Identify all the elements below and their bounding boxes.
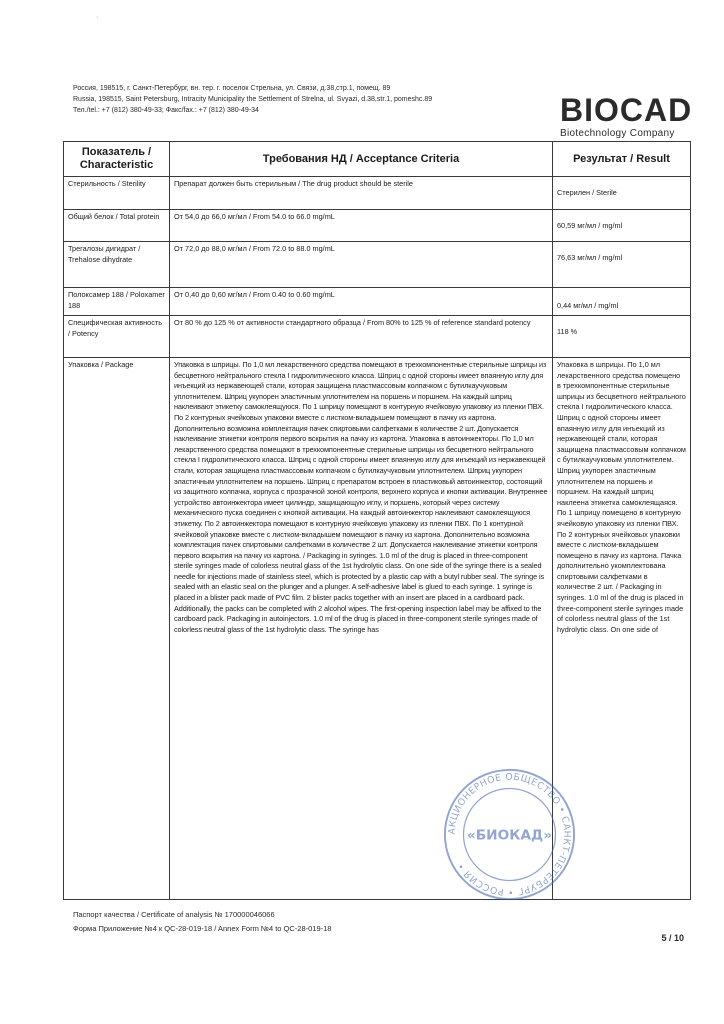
header-characteristic: Показатель / Characteristic (64, 142, 170, 177)
page-number: 5 / 10 (661, 933, 684, 943)
row-characteristic: Полоксамер 188 / Poloxamer 188 (64, 288, 170, 316)
address-ru: Россия, 198515, г. Санкт-Петербург, вн. тер. г. поселок Стрельна, ул. Связи, д.38,стр.1, помещ. 89 (73, 85, 391, 92)
seal-center-text: «БИОКАД» (466, 827, 553, 844)
phone-fax: Тел./tel.: +7 (812) 380-49-33; Факс/fax.: +7 (812) 380-49-34 (73, 107, 259, 114)
row-characteristic: Стерильность / Sterility (64, 177, 170, 210)
certificate-number: Паспорт качества / Certificate of analysis № 170000046066 (73, 910, 275, 919)
header-result: Результат / Result (553, 142, 691, 177)
company-logo (560, 92, 693, 140)
company-address (73, 83, 432, 116)
company-seal (441, 766, 578, 903)
footer (73, 908, 331, 936)
row-criteria: От 72,0 до 88,0 мг/мл / From 72.0 to 88.0 mg/mL (170, 242, 553, 288)
package-criteria: Упаковка в шприцы. По 1,0 мл лекарственного средства помещают в трехкомпонентные стерильные шприцы из бесцветного нейтрального стекла I гидролитического класса. Шприц с одной стороны имеет впаянную иглу для инъекций из нержавеющей стали, которая защищена пластмассовым колпачком с бутилкаучуковым уплотнителем. Шприц укупорен эластичным уплотнителем на поршень и поршнем. На каждый шприц наклеивают этикетку самоклеящуюся. По 1 шприцу помещают в контурную ячейковую упаковку из пленки ПВХ. По 2 контурных ячейковых упаковки вместе с листком-вкладышем помещают в пачку из картона. Дополнительно возможна комплектация пачек спиртовыми салфетками в количестве 2 шт. Допускается наклеивание этикетки контроля первого вскрытия на пачку из картона. Упаковка в автоинжекторы. По 1,0 мл лекарственного средства помещают в трехкомпонентные стерильные шприцы из бесцветного нейтрального стекла I гидролитического класса. Шприц с одной стороны имеет впаянную иглу для инъекций из нержавеющей стали, которая защищена пластмассовым колпачком с бутилкаучуковым уплотнителем. Шприц укупорен эластичным уплотнителем на поршень. Шприц с препаратом встроен в пластиковый автоинжектор, состоящий из защитного колпачка, корпуса с прозрачной зоной контроля, верхнего корпуса и кнопки активации. Внутреннее устройство автоинжектора имеет цилиндр, защищающую иглу, и поршень, который через систему механического пуска соединен с кнопкой активации. На каждый автоинжектор наклеивают самоклеящуюся этикетку. По 2 автоинжектора помещают в контурную ячейковую упаковку из пленки ПВХ. По 1 контурной ячейковой упаковке вместе с листком-вкладышем помещают в пачку из картона. Дополнительно возможна комплектация пачек спиртовыми салфетками в количестве 2 шт. Допускается наклеивание этикетки контроля первого вскрытия на пачку из картона. / Packaging in syringes. 1.0 ml of the drug is placed in three-component sterile syringes made of colorless neutral glass of the 1st hydrolytic class. On one side of the syringe there is a sealed needle for injections made of stainless steel, which is protected by a plastic cap with a butyl rubber seal. The syringe is sealed with an elastic seal on the plunger and a plunger. A self-adhesive label is glued to each syringe. 1 syringe is placed in a blister pack made of PVC film. 2 blister packs together with an insert are placed in a cardboard pack. Additionally, the packs can be completed with 2 alcohol wipes. The first-opening inspection label may be affixed to the cardboard pack. Packaging in autoinjectors. 1.0 ml of the drug is placed in three-component sterile syringes made of colorless neutral glass of the 1st hydrolytic class. The syringe has (170, 358, 553, 900)
row-criteria: От 0,40 до 0,60 мг/мл / From 0.40 to 0.60 mg/mL (170, 288, 553, 316)
table-row-package (64, 358, 691, 900)
row-characteristic: Специфическая активность / Potency (64, 316, 170, 358)
table-row (64, 316, 691, 358)
package-result: Упаковка в шприцы. По 1,0 мл лекарственного средства помещено в трехкомпонентные стерильные шприцы из бесцветного нейтрального стекла I гидролитического класса. Шприц с одной стороны имеет впаянную иглу для инъекций из нержавеющей стали, которая защищена пластмассовым колпачком с бутилкаучуковым уплотнителем. Шприц укупорен эластичным уплотнителем на поршень и поршнем. На каждый шприц наклеена этикетка самоклеящаяся. По 1 шприцу помещено в контурную ячейковую упаковку из пленки ПВХ. По 2 контурных ячейковых упаковки вместе с листком-вкладышем помещено в пачку из картона. Пачка дополнительно укомплектована спиртовыми салфетками в количестве 2 шт. / Packaging in syringes. 1.0 ml of the drug is placed in three-component sterile syringes made of colorless neutral glass of the 1st hydrolytic class. On one side of (553, 358, 691, 900)
row-result: 76,63 мг/мл / mg/ml (553, 242, 691, 288)
table-row (64, 210, 691, 242)
seal-outer-text: АКЦИОНЕРНОЕ ОБЩЕСТВО • САНКТ-ПЕТЕРБУРГ • РОССИЯ • (446, 771, 573, 898)
row-result: 0,44 мг/мл / mg/ml (553, 288, 691, 316)
row-result: 118 % (553, 316, 691, 358)
row-criteria: Препарат должен быть стерильным / The drug product should be sterile (170, 177, 553, 210)
logo-wordmark: BIOCAD (560, 92, 693, 128)
logo-subtitle: Biotechnology Company (560, 128, 675, 139)
row-criteria: От 54,0 до 66,0 мг/мл / From 54.0 to 66.0 mg/mL (170, 210, 553, 242)
package-characteristic: Упаковка / Package (64, 358, 170, 900)
table-header-row (64, 142, 691, 177)
row-characteristic: Общий белок / Total protein (64, 210, 170, 242)
table-row (64, 288, 691, 316)
table-row (64, 242, 691, 288)
header-criteria: Требования НД / Acceptance Criteria (170, 142, 553, 177)
table-row (64, 177, 691, 210)
row-criteria: От 80 % до 125 % от активности стандартного образца / From 80% to 125 % of reference standard potency (170, 316, 553, 358)
row-characteristic: Трегалозы дигидрат / Trehalose dihydrate (64, 242, 170, 288)
annex-form: Форма Приложение №4 к QC-28-019-18 / Annex Form №4 to QC-28-019-18 (73, 924, 332, 933)
address-en: Russia, 198515, Saint Petersburg, Intracity Municipality the Settlement of Strelna, ul. Svyazi, d.38,str.1, pomeshc.89 (73, 96, 433, 103)
corner-mark: · (96, 14, 99, 21)
quality-table (63, 141, 691, 900)
row-result: 60,59 мг/мл / mg/ml (553, 210, 691, 242)
row-result: Стерилен / Sterile (553, 177, 691, 210)
